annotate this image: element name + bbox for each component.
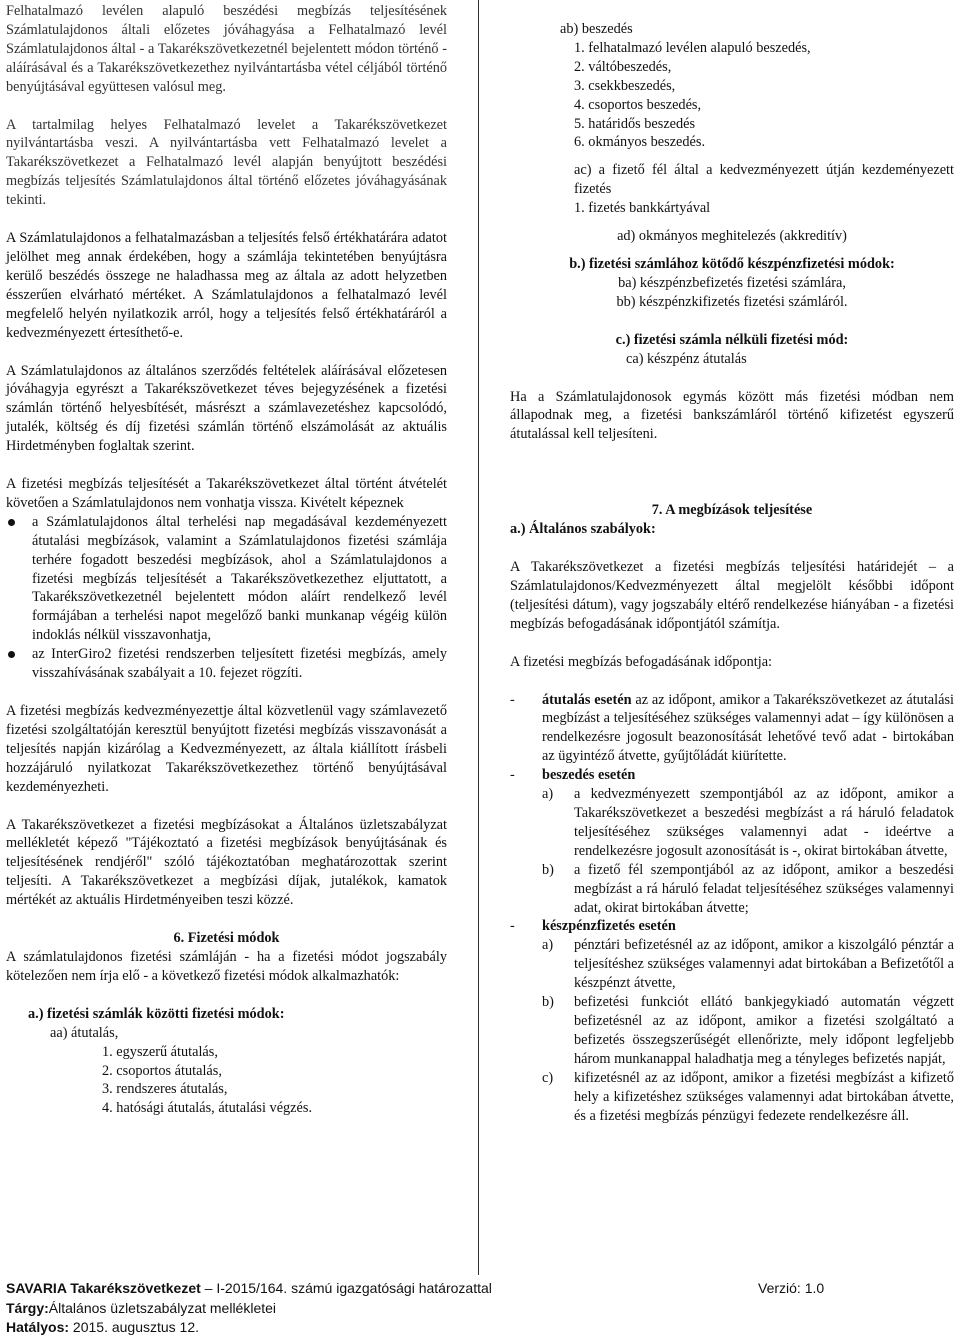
footer-effective-date: 2015. augusztus 12. <box>69 1319 200 1335</box>
paragraph: A fizetési megbízás teljesítését a Takarékszövetkezet által történt átvételét követően a Számlatulajdonos nem vonhatja vissza. Kivételt képeznek <box>6 476 447 511</box>
sub-marker: b) <box>542 994 554 1011</box>
dash-item-keszpenz <box>510 917 954 936</box>
bullet-item: a Számlatulajdonos által terhelési nap megadásával kezdeményezett átutalási megbízások, valamint a Számlatulajdonos fizetési számlája terhére fogadott beszedési megbízások, ahol a Számlatulajdonos a fizetési megbízás teljesítését a Takarékszövetkezethez eljuttatott, a Takarékszövetkezetnél bejelentett módon aláírt rendelkező levél formájában a terhelési napot megelőző banki munkanap végéig külön indoklás nélkül visszavonhatja, <box>6 513 447 645</box>
subsection-title: a.) fizetési számlák közötti fizetési módok: <box>28 1005 285 1022</box>
list-item: ca) készpénz átutalás <box>626 350 747 367</box>
sub-marker: a) <box>542 937 554 954</box>
footer-line-effective <box>6 1318 946 1338</box>
list-item: 6. okmányos beszedés. <box>574 134 706 151</box>
sub-item-text: befizetési funkciót ellátó bankjegykiadó automatán végzett befizetésnél az az időpont, amikor a fizetési szolgáltató a befizetés összegszerűségét ellenőrizte, mely időpont legfeljebb három munkanappal haladhatja meg a tényleges befizetés napját, <box>574 994 954 1067</box>
sub-item-text: kifizetésnél az az időpont, amikor a fizetési megbízást a kifizető hely a kifizetéshez szükséges valamennyi adat birtokában átvette, és a fizetési megbízás pénzügyi fedezete rendelkezésre áll. <box>574 1069 954 1124</box>
footer-subject: Általános üzletszabályzat mellékletei <box>48 1299 277 1316</box>
section-title: 7. A megbízások teljesítése <box>651 502 813 519</box>
sub-item <box>510 936 954 993</box>
bullet-item: az InterGiro2 fizetési rendszerben teljesített fizetési megbízás, amely visszahívásának szabályait a 10. fejezet rögzíti. <box>6 645 447 683</box>
list-heading: ac) a fizető fél által a kedvezményezett útján kezdeményezett fizetés <box>574 162 954 198</box>
dash-marker: - <box>510 767 515 784</box>
term: átutalás esetén <box>542 691 632 708</box>
sub-marker: a) <box>542 786 554 803</box>
list-item: 1. felhatalmazó levélen alapuló beszedés, <box>574 39 811 56</box>
list-item: ba) készpénzbefizetés fizetési számlára, <box>618 274 846 291</box>
list-item: 5. határidős beszedés <box>574 115 696 132</box>
paragraph: A tartalmilag helyes Felhatalmazó levelet a Takarékszövetkezet nyilvántartásba veszi. A nyilvántartásba vett Felhatalmazó levelet a Takarékszövetkezet a Felhatalmazó levél alapján benyújtott beszédési megbízás teljesítés Számlatulajdonos által történő előzetes jóváhagyásának tekinti. <box>6 116 447 209</box>
dash-marker: - <box>510 691 515 708</box>
sub-item-text: a fizető fél szempontjából az az időpont, amikor a beszedési megbízást a rá háruló feladat teljesítéséhez szükséges valamennyi adat, okirat birtokában átvette; <box>574 861 954 916</box>
paragraph: Ha a Számlatulajdonosok egymás között más fizetési módban nem állapodnak meg, a fizetési bankszámláról történő kifizetést egyszerű átutalással kell teljesíteni. <box>510 388 954 443</box>
list-heading: ab) beszedés <box>560 21 633 37</box>
subsection-title: b.) fizetési számlához kötődő készpénzfizetési módok: <box>569 255 895 272</box>
footer-subject-label: Tárgy: <box>6 1299 49 1316</box>
paragraph: A Számlatulajdonos a felhatalmazásban a teljesítés felső értékhatárára adatot jelölhet meg annak érdekében, hogy a számlája tekintetében benyújtásra kerülő beszédés összege ne haladhassa meg az általa az adott helyzetben ésszerűen elvárható mértéket. A Számlatulajdonos a felhatalmazó levél megfelelő helyén nyilatkozik arról, hogy a teljesítés felső értékhatáráról a kedvezményezett értesíthető-e. <box>6 230 447 341</box>
list-item: 3. csekkbeszedés, <box>574 77 676 94</box>
sub-item <box>510 993 954 1069</box>
list-item: 4. hatósági átutalás, átutalási végzés. <box>102 1100 313 1117</box>
footer-issuer: SAVARIA Takarékszövetkezet <box>6 1280 201 1296</box>
paragraph: A fizetési megbízás befogadásának időpontja: <box>510 653 773 670</box>
footer-line-subject <box>6 1299 946 1319</box>
list-item: bb) készpénzkifizetés fizetési számláról. <box>616 293 848 310</box>
dash-item-atutalas <box>510 691 954 767</box>
paragraph: Felhatalmazó levélen alapuló beszédési megbízás teljesítésének Számlatulajdonos általi előzetes jóváhagyása a Felhatalmazó levél Számlatulajdonos által - a Takarékszövetkezetnél bejelentett módon történő - aláírásával és a Takarékszövetkezethez nyilvántartásba vétel céljából történő benyújtásával együttesen valósul meg. <box>6 3 447 95</box>
footer-version: Verzió: 1.0 <box>758 1280 825 1296</box>
sub-item <box>510 861 954 918</box>
list-item: 1. fizetés bankkártyával <box>574 200 711 217</box>
list-item: 3. rendszeres átutalás, <box>102 1081 228 1098</box>
sub-marker: c) <box>542 1069 554 1086</box>
term: készpénzfizetés esetén <box>542 918 676 935</box>
term-definition: az az időpont, amikor a Takarékszövetkezet az átutalási megbízást a teljesítéséhez szükséges valamennyi adat – így különösen a rendelkezésre jogosult beazonosítását lehetővé tevő adat - birtokában az ügyintéző átvette, gyűjtőládát kiürítette. <box>542 691 954 765</box>
dash-marker: - <box>510 918 515 935</box>
paragraph: A számlatulajdonos fizetési számláján - ha a fizetési módot jogszabály kötelezően nem írja elő - a következő fizetési módok alkalmazhatók: <box>6 948 447 984</box>
term: beszedés esetén <box>542 767 636 784</box>
section-title: 6. Fizetési módok <box>173 930 280 947</box>
subsection-title: a.) Általános szabályok: <box>510 521 656 538</box>
right-column <box>510 20 954 1125</box>
sub-item-text: pénztári befizetésnél az az időpont, amikor a kiszolgáló pénztár a teljesítéshez szükséges valamennyi adat birtokában a Befizetőtől a készpénzt átvette, <box>574 937 954 992</box>
sub-item <box>510 1069 954 1126</box>
sub-item <box>510 785 954 861</box>
list-item: 4. csoportos beszedés, <box>574 96 702 113</box>
subsection-title: c.) fizetési számla nélküli fizetési mód: <box>615 331 849 348</box>
list-heading: ad) okmányos meghitelezés (akkreditív) <box>617 228 847 245</box>
paragraph: A Takarékszövetkezet a fizetési megbízásokat a Általános üzletszabályzat mellékletét képező "Tájékoztató a fizetési megbízások benyújtásának és teljesítésének rendjéről" szóló tájékoztatóban meghatározottak szerint teljesíti. A Takarékszövetkezet a megbízási díjak, jutalékok, kamatok mértékét az aktuális Hirdetményeiben teszi közzé. <box>6 816 447 909</box>
list-item: 2. váltóbeszedés, <box>574 58 672 75</box>
left-column <box>6 2 447 1118</box>
sub-item-text: a kedvezményezett szempontjából az az időpont, amikor a Takarékszövetkezet a beszedési megbízást a rá háruló feladatok teljesítéséhez szükséges valamennyi adat - ideértve a rendelkezésre jogosult azonosítását is -, okirat birtokában átvette, <box>574 786 954 859</box>
paragraph: A Takarékszövetkezet a fizetési megbízás teljesítési határidejét – a Számlatulajdonos/Kedvezményezett által megjelölt későbbi időpont (teljesítési dátum), vagy jogszabály eltérő rendelkezése hiányában - a fizetési megbízás befogadásának időpontjától számítja. <box>510 559 954 632</box>
list-item: 1. egyszerű átutalás, <box>102 1043 218 1060</box>
list-item: 2. csoportos átutalás, <box>102 1062 222 1079</box>
column-divider <box>478 0 479 1275</box>
footer-effective-label: Hatályos: <box>6 1319 70 1335</box>
paragraph: A Számlatulajdonos az általános szerződés feltételek aláírásával előzetesen jóváhagyja egyrészt a Takarékszövetkezet téves bejegyzésének a fizetési számlán történő helyesbítését, másrészt a számlavezetéshez kapcsolódó, jutalék, költség és díj fizetési számlán történő elszámolását az aktuális Hirdetményben foglaltak szerint. <box>6 362 447 455</box>
footer-resolution: – I-2015/164. számú igazgatósági határozattal <box>200 1280 492 1296</box>
list-heading: aa) átutalás, <box>50 1024 119 1041</box>
page-footer <box>6 1279 946 1338</box>
dash-item-beszedes <box>510 766 954 785</box>
sub-marker: b) <box>542 861 554 878</box>
paragraph: A fizetési megbízás kedvezményezettje által közvetlenül vagy számlavezető fizetési szolgáltatóján keresztül benyújtott fizetési megbízás visszavonását a teljesítés napján kizárólag a Kedvezményezett, az általa kiállított írásbeli hozzájáruló nyilatkozat Takarékszövetkezethez történő benyújtásával kezdeményezheti. <box>6 703 447 795</box>
